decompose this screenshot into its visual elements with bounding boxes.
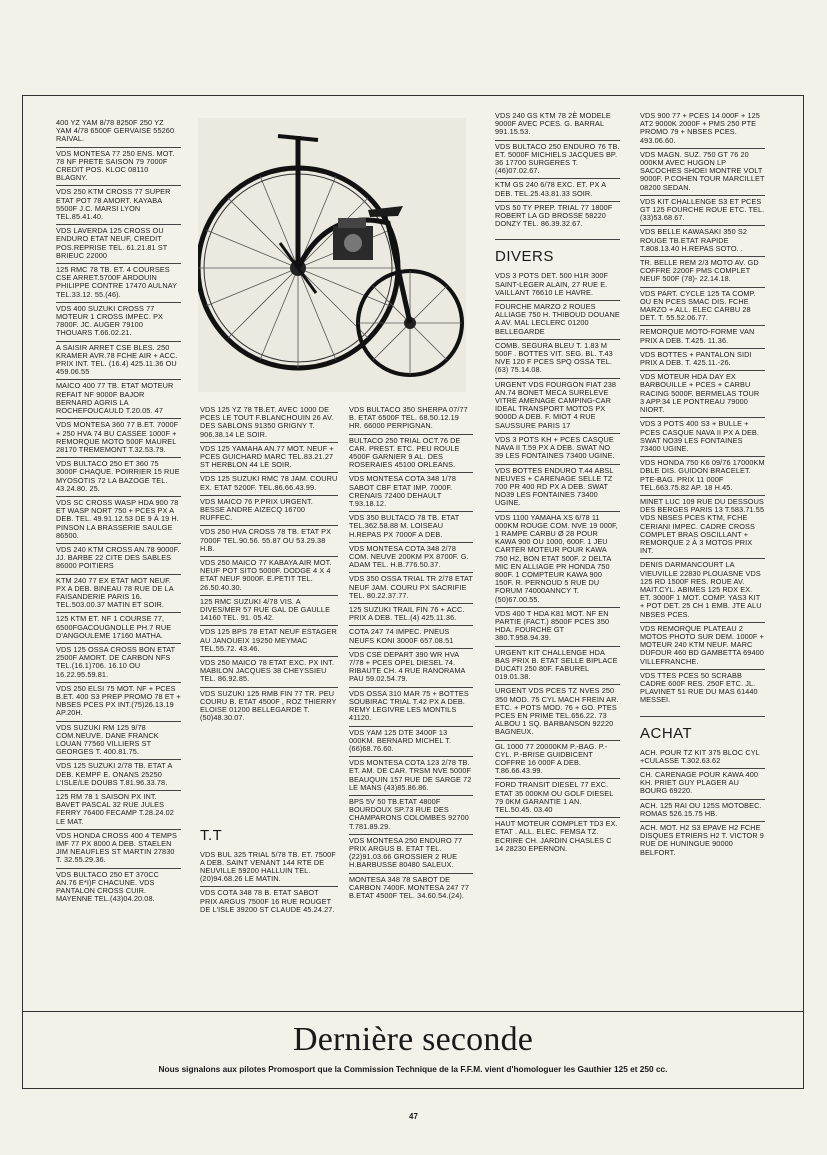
classified-ad: GL 1000 77 20000KM P.-BAG. P.-CYL. P.-BRISE GUIDBICENT COFFRE 16 000F A DEB. T.86.66.43.99.	[495, 741, 620, 780]
classified-ad: DENIS DARMANCOURT LA VIEUVILLE 22830 PLOUASNE VDS 125 RD 1500F RES. ROUE AV. MAIT.CYL. ABIMES 125 RDX EX. ET. 3000F 1 MOT. COMP. YAS3 KIT + POT DET. 25 CH 1 EMB. JTE ALU NBSES PCES.	[640, 559, 765, 622]
classified-ad: VDS 240 KTM CROSS AN.78 9000F. JJ. BARBE 22 CITE DES SABLES 86000 POITIERS	[56, 544, 181, 575]
classified-ad: VDS TTES PCES 50 SCRABB CADRE 600F RES. 250F ETC. JL. PLAVINET 51 RUE DU MAS 61440 MESSEI.	[640, 670, 758, 705]
classified-ad: URGENT VDS PCES TZ NVES 250 350 MOD. 75 CYL MACH FREIN AR. ETC. + POTS MOD. 76 + GO. PTES PCES EN PRIME TEL.656.22. 73 ALBOU 1 SQ. BARBANSON 92220 BAGNEUX.	[495, 685, 620, 740]
classified-ad: VDS 250 ELSI 75 MOT. NF + PCES B.ET. 400 S3 PREP PROMO 78 ET + NBSES PCES PX INT.(75)26.13.19 AP.20H.	[56, 683, 181, 722]
classified-ad: A SAISIR ARRET CSE BLES. 250 KRAMER AVR.78 FCHE AIR + ACC. PRIX INT. TEL. (16.4) 425.11.36 OU 459.06.55	[56, 342, 181, 381]
section-title-achat: ACHAT	[640, 716, 765, 743]
classified-ad: ACH. POUR TZ KIT 375 BLOC CYL +CULASSE T.302.63.62	[640, 747, 765, 769]
classified-ad: VDS MONTESA 360 77 B.ET. 7000F + 250 HVA 74 BU CASSEE 1000F + REMORQUE MOTO 500F MAUREL 28170 TREMEMONT T.32.53.79.	[56, 419, 181, 458]
classified-ad: VDS 125 BPS 78 ETAT NEUF ESTAGER AU JANOUEIX 19250 MEYMAC TEL.55.72. 43.46.	[200, 626, 338, 657]
classified-ad: VDS 350 OSSA TRIAL TR 2/78 ETAT NEUF JAM. COURU PX SACRIFIE TEL. 80.22.37.77.	[349, 573, 473, 604]
classified-ad: VDS 240 GS KTM 78 2È MODELE 9000F AVEC PCES. G. BARRAL 991.15.53.	[495, 110, 620, 141]
classified-ad: BULTACO 250 TRIAL OCT.76 DE CAR. PREST. ETC. PEU ROULE 4500F GARNIER 9 AL. DES ROSERAIES 45100 ORLEANS.	[349, 435, 473, 474]
classified-ad: VDS PART. CYCLE 125 TA COMP. OU EN PCES SMAC DIS. FCHE MARZO + ALL. ELEC CARBU 28 DET. T. 55.52.06.77.	[640, 288, 765, 327]
classified-ad: VDS 125 SUZUKI RMC 78 JAM. COURU EX. ETAT 5200F. TEL.86.66.43.99.	[200, 473, 338, 495]
classified-ad: VDS 250 MAICO 77 KABAYA AIR MOT. NEUF POT SITO 5000F. DODGE 4 X 4 ETAT NEUF 9000F. E.PETIT TEL. 26.50.40.30.	[200, 557, 338, 596]
classified-ad: COMB. SEGURA BLEU T. 1.83 M 500F . BOTTES VIT. SEG. BL. T.43 NVE 120 F PCES SPQ OSSA TEL.(63) 75.14.08.	[495, 340, 620, 379]
classified-ad: VDS BULTACO 250 ET 360 75 3000F CHAQUE. POIRRIER 15 RUE MYOSOTIS 72 LA BAZOGE TEL. 43.24.80. 25.	[56, 458, 181, 497]
classified-ad: 125 RM 78 1 SAISON PX INT. BAVET PASCAL 32 RUE JULES FERRY 76400 FECAMP T.28.24.02 LE MAT.	[56, 791, 181, 830]
classified-ad: VDS 3 POTS KH + PCES CASQUE NAVA II T.59 PX A DEB. SWAT NO 39 LES FONTAINES 73400 UGINE.	[495, 434, 620, 465]
classified-ad: VDS REMORQUE PLATEAU 2 MOTOS PHOTO SUR DEM. 1000F + MOTEUR 240 KTM NEUF. MARC DUFOUR 460 BD GAMBETTA 69400 VILLEFRANCHE.	[640, 623, 765, 670]
classifieds-column-3	[349, 404, 473, 903]
classified-ad: VDS 250 HVA CROSS 78 TB. ETAT PX 7000F TEL.90.56. 55.87 OU 53.29.38 H.B.	[200, 526, 338, 557]
section-title-divers: DIVERS	[495, 239, 620, 266]
classified-ad: 125 RMC 78 TB. ET. 4 COURSES CSE ARRET.5700F ARDOUIN PHILIPPE CONTRE 17470 AULNAY TEL.33.12. 55.(46).	[56, 264, 181, 303]
classified-ad: VDS 350 BULTACO 78 TB. ETAT TEL.362.58.88 M. LOISEAU H.REPAS PX 7000F A DEB.	[349, 512, 473, 543]
classifieds-column-5	[640, 110, 765, 860]
classified-ad: VDS MONTESA 77 250 ENS. MOT. 78 NF PRETE SAISON 79 7000F CREDIT POS. KLOC 08110 BLAGNY.	[56, 148, 181, 187]
classified-ad: VDS 125 YZ 78 TB.ET. AVEC 1000 DE PCES LE TOUT F.BLANCHOUIN 26 AV. DES SABLONS 91350 GRIGNY T. 906.38.14 LE SOIR.	[200, 404, 338, 443]
classified-ad: VDS HONDA CROSS 400 4 TEMPS IMF 77 PX 8000 A DEB. STAELEN JIM NEAUFLES ST MARTIN 27830 T. 32.55.29.36.	[56, 830, 181, 869]
classified-ad: VDS BOTTES ENDURO T.44 ABSL NEUVES + CARENAGE SELLE TZ 700 PR 400 RD PX A DEB. SWAT NO39 LES FONTAINES 73400 UGINE.	[495, 465, 620, 512]
classifieds-column-2	[200, 404, 338, 917]
classified-ad: TR. BELLE REM 2/3 MOTO AV. GD COFFRE 2200F PMS COMPLET NEUF 500F (78)- 22.14.18.	[640, 257, 765, 288]
classifieds-column-1	[56, 117, 181, 906]
classified-ad: MONTESA 348 78 SABOT DE CARBON 7400F. MONTESA 247 77 B.ETAT 4500F TEL. 34.60.54.(24).	[349, 874, 470, 900]
classified-ad: VDS 400 SUZUKI CROSS 77 MOTEUR 1 CROSS IMPEC. PX 7800F. JC. AUGER 79100 THOUARS T.66.02.21.	[56, 303, 181, 342]
classified-ad: KTM GS 240 6/78 EXC. ET. PX A DEB. TEL.25.43.81.33 SOIR.	[495, 179, 620, 201]
banner-title: Dernière seconde	[292, 1021, 534, 1058]
classified-ad: VDS 125 SUZUKI 2/78 TB. ETAT A DEB. KEMPF E. ONANS 25250 L'ISLE/LE DOUBS T.81.96.33.78.	[56, 760, 181, 791]
classified-ad: 400 YZ YAM 8/78 8250F 250 YZ YAM 4/78 6500F GERVAISE 55260 RAIVAL.	[56, 117, 181, 148]
page-number: 47	[409, 1112, 418, 1121]
classified-ad: VDS SC CROSS WASP HDA 900 78 ET WASP NORT 750 + PCES PX A DEB. TEL. 49.91.12.53 DE 9 À 19 H. PINSON LA BRASSERIE SAULGE 86500.	[56, 497, 181, 544]
classified-ad: VDS 125 YAMAHA AN.77 MOT. NEUF + PCES GUICHARD MARC TEL.83.21.27 ST HERBLON 44 LE SOIR.	[200, 443, 338, 474]
classified-ad: VDS 3 POTS DET. 500 H1R 300F SAINT-LEGER ALAIN, 27 RUE E. VAILLANT 76610 LE HAVRE.	[495, 270, 620, 301]
classified-ad: URGENT KIT CHALLENGE HDA BAS PRIX B. ETAT SELLE BIPLACE DUCATI 250 80F. FABUREL 019.01.38.	[495, 647, 620, 686]
classified-ad: VDS HONDA 750 K6 09/76 17000KM DBLE DIS. GUIDON BRACELET. PTE-BAG. PRIX 11 000F TEL.663.75.82 AP. 18 H.45.	[640, 457, 765, 496]
classified-ad: REMORQUE MOTO-FORME VAN PRIX A DEB. T.425. 11.36.	[640, 326, 765, 348]
classified-ad: FORD TRANSIT DIESEL 77 EXC. ETAT 35 000KM OU GOLF DIESEL 79 0KM GARANTIE 1 AN. TEL.50.45. 03.40	[495, 779, 620, 818]
classified-ad: ACH. MOT. H2 S3 EPAVE H2 FCHE DISQUES ETRIERS H2 T. VICTOR 9 RUE DE HUNINGUE 90000 BELFORT.	[640, 823, 764, 857]
classified-ad: VDS 3 POTS 400 S3 + BULLE + PCES CASQUE NAVA II PX A DEB. SWAT NO39 LES FONTAINES 73400 UGINE.	[640, 418, 765, 457]
classified-ad: VDS COTA 348 78 B. ETAT SABOT PRIX ARGUS 7500F 16 RUE ROUGET DE L'ISLE 39200 ST CLAUDE 45.24.27.	[200, 888, 335, 914]
classified-ad: 125 KTM ET. NF 1 COURSE 77, 6500FGACOUGNOLLE PH.7 RUE D'ANGOULEME 17160 MATHA.	[56, 613, 181, 644]
classified-ad: VDS MONTESA COTA 348 2/78 COM. NEUVE 200KM PX 8700F. G. ADAM TEL. H.B.776.50.37.	[349, 543, 473, 574]
bicycle-icon	[198, 118, 466, 392]
classified-ad: MINET LUC 109 RUE DU DESSOUS DES BERGES PARIS 13 T.583.71.55 VDS NBSES PCES KTM, FCHE CERIANI IMPEC. CADRE CROSS COMPLET BRAS OSCILLANT + REMORQUE 2 À 3 MOTOS PRIX INT.	[640, 496, 765, 559]
classified-ad: VDS MAGN. SUZ. 750 GT 76 20 000KM AVEC HUGON LP SACOCHES SHOEI MONTRE VOLT 9000F. P.COHEN TOUR MARCILLET 08200 SEDAN.	[640, 149, 765, 196]
classified-ad: VDS BULTACO 250 ET 370CC AN.76 E*I)F CHACUNE. VDS PANTALON CROSS CUIR. MAYENNE TEL.(43)04.20.08.	[56, 869, 159, 904]
classified-ad: VDS LAVERDA 125 CROSS OU ENDURO ETAT NEUF, CREDIT POS.REPRISE TEL. 61.21.81 ST BRIEUC 22000	[56, 225, 181, 264]
classified-ad: VDS BULTACO 250 ENDURO 76 TB. ET. 5000F MICHIELS JACQUES BP. 36 17700 SURGERES T.(46)07.02.67.	[495, 141, 620, 180]
classified-ad: KTM 240 77 EX ETAT MOT NEUF. PX A DEB. BINEAU 78 RUE DE LA FAISANDERIE PARIS 16. TEL.503.00.37 MATIN ET SOIR.	[56, 575, 181, 614]
classified-ad: VDS 250 MAICO 78 ETAT EXC. PX INT. MABILON JACQUES 38 CHEYSSIEU TEL. 86.92.85.	[200, 657, 338, 688]
classified-ad: VDS 125 OSSA CROSS BON ETAT 2500F AMORT. DE CARBON NFS TEL.(16.1)706. 16.10 OU 16.22.95.59.81.	[56, 644, 181, 683]
classified-ad: VDS KIT CHALLENGE S3 ET PCES GT 125 FOURCHE ROUE ETC. TEL.(33)53.68.67.	[640, 196, 765, 227]
classified-ad: VDS MAICO 76 P.PRIX URGENT. BESSE ANDRE AIZECQ 16700 RUFFEC.	[200, 496, 338, 527]
classified-ad: VDS MONTESA COTA 123 2/78 TB. ET. AM. DE CAR. TRSM NVE 5000F BEAUQUIN 157 RUE DE SARGE 72 LE MANS (43)85.86.86.	[349, 757, 473, 796]
classified-ad: ACH. 125 RAI OU 125S MOTOBEC. ROMAS 526.15.75 HB.	[640, 800, 765, 822]
classified-ad: 125 RMC SUZUKI 4/78 VIS. A DIVES/MER 57 RUE GAL DE GAULLE 14160 TEL. 91. 05.42.	[200, 596, 338, 627]
classified-ad: VDS BUL 325 TRIAL 5/78 TB. ET. 7500F A DEB. SAINT VENANT 144 RTE DE NEUVILLE 59200 HALLUIN TEL. (20)94.68.26 LE MATIN.	[200, 849, 338, 888]
section-title-tt: T.T	[200, 826, 223, 844]
classified-ad: 125 SUZUKI TRAIL FIN 76 + ACC. PRIX A DEB. TEL.(4) 425.11.36.	[349, 604, 473, 626]
classified-ad: VDS MONTESA COTA 348 1/78 SABOT CBF ETAT IMP. 7000F. CRENAIS 72400 DEHAULT T.93.18.12.	[349, 473, 473, 512]
classified-ad: CH. CARENAGE POUR KAWA 400 KH. PRIET GUY PLAGER AU BOURG 69220.	[640, 769, 765, 800]
classified-ad: VDS BOTTES + PANTALON SIDI PRIX A DEB. T. 425.11.-26.	[640, 349, 765, 371]
classified-ad: VDS 1100 YAMAHA XS 6/78 11 000KM ROUGE COM. NVE 19 000F, 1 RAMPE CARBU Ø 28 POUR KAWA 900 OU 1000, 600F. 1 JEU CARTER MOTEUR POUR KAWA 750 H2, BON ETAT 500F. 2 DELTA MIC EN ALLIAGE PR HONDA 750 800F. 1 COMPTEUR KAWA 900 150F. R. PERNOUD 5 RUE DU FORUM 74000ANNCY T.(50)67.00.55.	[495, 512, 620, 608]
classified-ad: HAUT MOTEUR COMPLET TD3 EX. ETAT . ALL. ELEC. FEMSA TZ. ECRIRE CH. JARDIN CHASLES C 14 28230 EPERNON.	[495, 819, 618, 853]
classified-ad: VDS 50 TY PREP. TRIAL 77 1800F ROBERT LA GD BROSSE 58220 DONZY TEL. 86.39.32.67.	[495, 202, 613, 229]
classified-ad: VDS 900 77 + PCES 14 000F + 125 AT2 9000K 2000F + PMS 250 PTE PROMO 79 + NBSES PCES. 493.06.60.	[640, 110, 765, 149]
vintage-motor-bicycle-photo	[198, 118, 466, 392]
classified-ad: URGENT VDS FOURGON FIAT 238 AN.74 BONET MECA SURELEVE VITRE AMENAGE CAMPING-CAR IDEAL TRANSPORT MOTOS PX 9000D A DEB. F. MIOT 4 RUE SAUSSURE PARIS 17	[495, 379, 620, 434]
classified-ad: VDS MONTESA 250 ENDURO 77 PRIX ARGUS B. ETAT TEL.(22)91.03.66 GROSSIER 2 RUE H.BARBUSSE 80480 SALEUX.	[349, 835, 473, 874]
classified-ad: VDS 250 KTM CROSS 77 SUPER ETAT POT 78 AMORT. KAYABA 5500F J.C. MARSI LYON TEL.85.41.40.	[56, 186, 181, 225]
classifieds-column-4	[495, 110, 620, 856]
classified-ad: VDS MOTEUR HDA DAY EX BARBOUILLE + PCES + CARBU RACING 5000F. BERMELAS TOUR 3 APP.34 LE PONTREAU 79000 NIORT.	[640, 371, 765, 418]
classified-ad: BPS 5V 50 TB.ETAT 4800F BOURDOUX SP.73 RUE DES CHAMPARONS COLOMBES 92700 T.781.89.29.	[349, 796, 473, 835]
banner-text: Nous signalons aux pilotes Promosport que la Commission Technique de la F.F.M. vient d'homologuer les Gauthier 125 et 250 cc.	[158, 1064, 668, 1074]
classified-ad: VDS YAM 125 DTE 3400F 13 000KM. BERNARD MICHEL T.(66)68.76.60.	[349, 727, 473, 758]
classified-ad: VDS SUZUKI 125 RMB FIN 77 TR. PEU COURU B. ETAT 4500F , ROZ THIERRY ELOISE 01200 BELLEGARDE T. (50)48.30.07.	[200, 688, 337, 723]
classified-ad: VDS SUZUKI RM 125 9/78 COM.NEUVE. DANE FRANCK LOUAN 77560 VILLIERS ST GEORGES T. 400.81.75.	[56, 722, 181, 761]
derniere-seconde-banner	[22, 1012, 804, 1089]
classified-ad: COTA 247 74 IMPEC. PNEUS NEUFS KONI 3000F 657.08.51	[349, 626, 473, 648]
classified-ad: FOURCHE MARZO 2 ROUES ALLIAGE 750 H. THIBOUD DOUANE A AV. MAL LECLERC 01200 BELLEGARDE	[495, 301, 620, 340]
classified-ad: VDS CSE DEPART 390 WR HVA 7/78 + PCES OPEL DIESEL 74. RIBAUTE CH. 4 RUE RANORAMA PAU 59.02.54.79.	[349, 649, 473, 688]
classified-ad: VDS BULTACO 350 SHERPA 07/77 B. ETAT 6500F TEL. 68.50.12.19 HR. 66000 PERPIGNAN.	[349, 404, 473, 435]
classified-ad: MAICO 400 77 TB. ETAT MOTEUR REFAIT NF 9000F BAJOR BERNARD AGRIS LA ROCHEFOUCAULD T.20.05. 47	[56, 380, 181, 419]
classified-ad: VDS BELLE KAWASAKI 350 S2 ROUGE TB.ETAT RAPIDE T.808.13.40 H.REPAS SOTO. .	[640, 226, 765, 257]
classified-ad: VDS OSSA 310 MAR 75 + BOTTES SOUBIRAC TRIAL T.42 PX A DEB. REMY LEGIVRE LES MONTILS 41120.	[349, 688, 473, 727]
classified-ad: VDS 400 T HDA K81 MOT. NF EN PARTIE (FACT.) 8500F PCES 350 HDA. FOURCHE GT 380.T.958.94.39.	[495, 608, 620, 647]
